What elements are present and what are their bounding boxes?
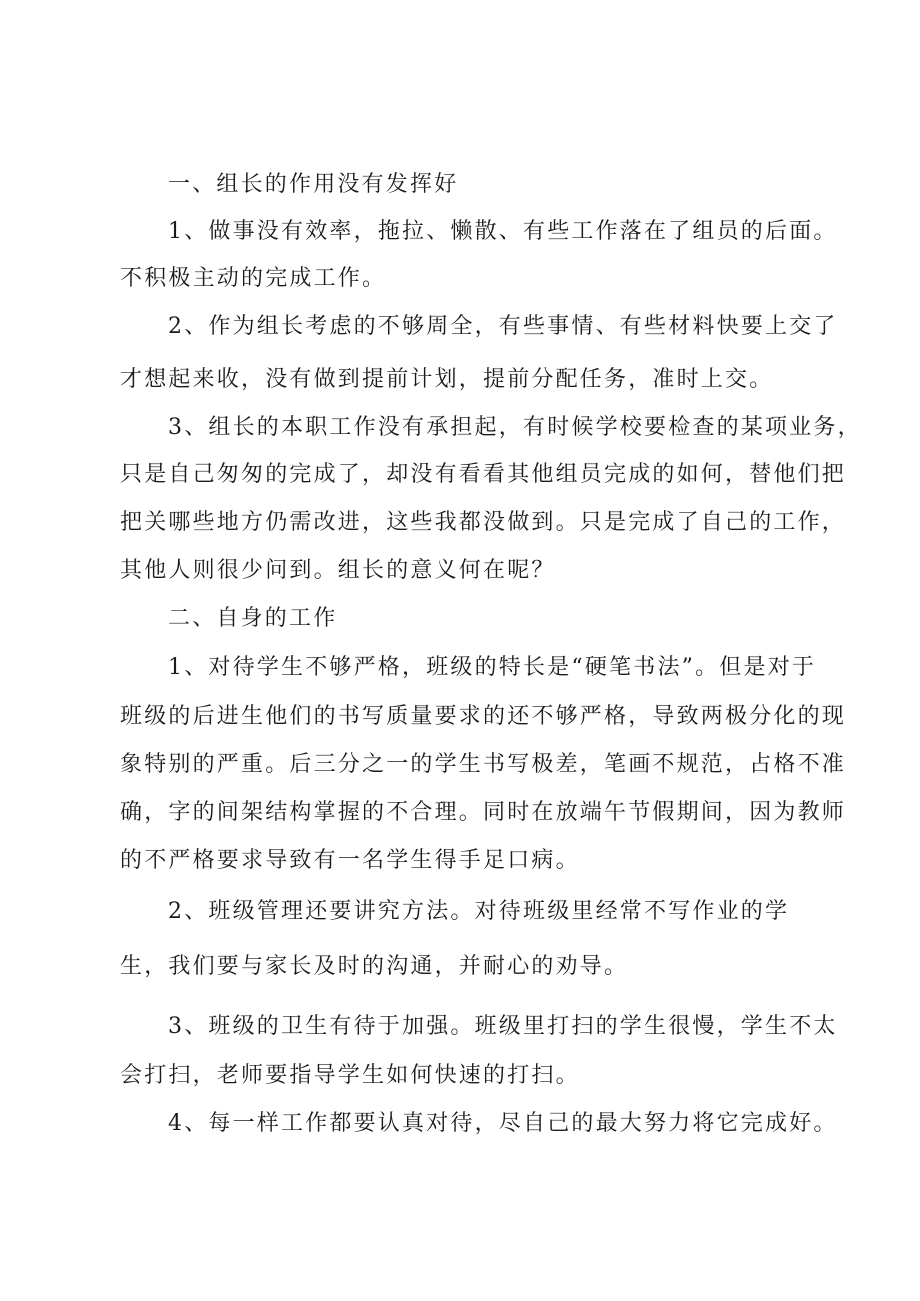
paragraph-line: 象特别的严重。后三分之一的学生书写极差，笔画不规范，占格不准: [120, 752, 847, 777]
heading-section-2: 二、自身的工作: [168, 606, 338, 631]
paragraph-line: 班级的后进生他们的书写质量要求的还不够严格，导致两极分化的现: [120, 704, 847, 729]
paragraph-line: 1、做事没有效率，拖拉、懒散、有些工作落在了组员的后面。: [168, 219, 838, 244]
paragraph-line: 2、作为组长考虑的不够周全，有些事情、有些材料快要上交了: [168, 314, 838, 339]
paragraph-line: 不积极主动的完成工作。: [120, 266, 387, 291]
paragraph-line: 1、对待学生不够严格，班级的特长是“硬笔书法”。但是对于: [168, 655, 817, 680]
paragraph-line: 才想起来收，没有做到提前计划，提前分配任务，准时上交。: [120, 367, 774, 392]
paragraph-line: 的不严格要求导致有一名学生得手足口病。: [120, 848, 580, 873]
paragraph-line: 确，字的间架结构掌握的不合理。同时在放端午节假期间，因为教师: [120, 800, 847, 825]
paragraph-line: 只是自己匆匆的完成了，却没有看看其他组员完成的如何，替他们把: [120, 462, 847, 487]
heading-section-1: 一、组长的作用没有发挥好: [168, 172, 459, 197]
paragraph-line: 2、班级管理还要讲究方法。对待班级里经常不写作业的学: [168, 899, 790, 924]
paragraph-line: 其他人则很少问到。组长的意义何在呢？: [120, 558, 556, 583]
paragraph-line: 生，我们要与家长及时的沟通，并耐心的劝导。: [120, 954, 629, 979]
paragraph-line: 把关哪些地方仍需改进，这些我都没做到。只是完成了自己的工作，: [120, 510, 847, 535]
paragraph-line: 3、班级的卫生有待于加强。班级里打扫的学生很慢，学生不太: [168, 1014, 838, 1039]
paragraph-line: 4、每一样工作都要认真对待，尽自己的最大努力将它完成好。: [168, 1111, 838, 1136]
paragraph-line: 3、组长的本职工作没有承担起，有时候学校要检查的某项业务，: [168, 415, 862, 440]
paragraph-line: 会打扫，老师要指导学生如何快速的打扫。: [120, 1063, 580, 1088]
